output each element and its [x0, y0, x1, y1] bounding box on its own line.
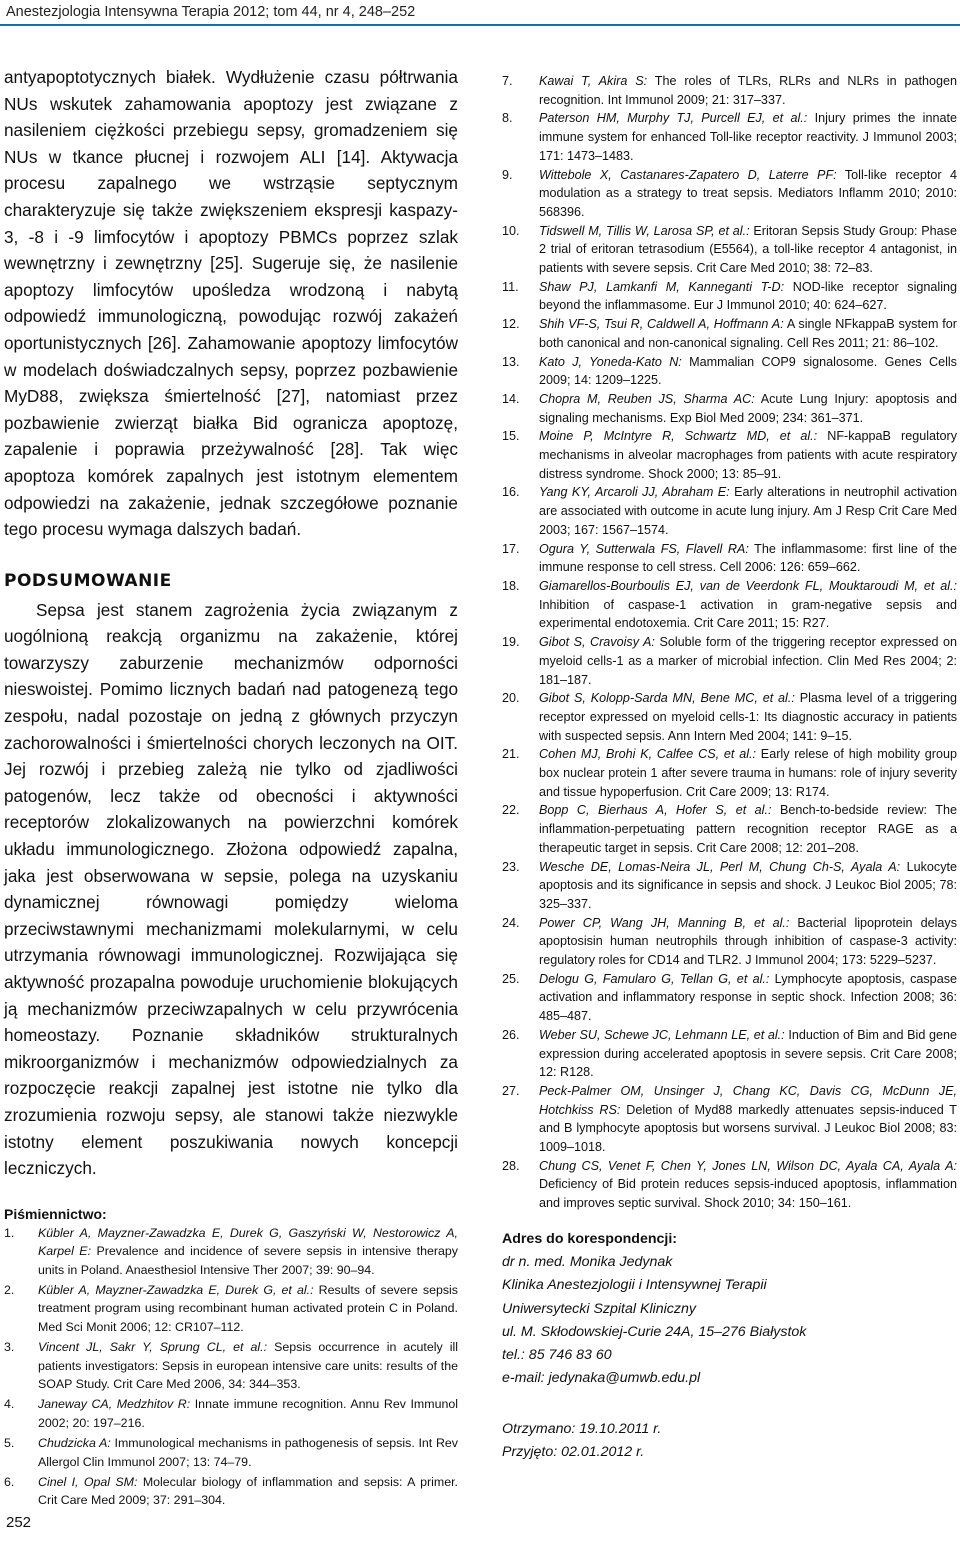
reference-number: 18.	[502, 578, 520, 593]
reference-details: Deficiency of Bid protein reduces sepsis-induced apoptosis, inflammation and improves septic survival. Shock 2010; 34: 150–161.	[539, 1177, 957, 1211]
reference-list-left	[4, 1224, 458, 1510]
reference-number: 19.	[502, 635, 520, 650]
received-date: Otrzymano: 19.10.2011 r.	[502, 1421, 662, 1437]
reference-item	[502, 970, 957, 1026]
reference-item	[4, 1395, 458, 1432]
reference-text	[539, 577, 957, 633]
correspondence-clinic: Klinika Anestezjologii i Intensywnej Terapii	[502, 1277, 767, 1294]
reference-text	[539, 427, 957, 483]
reference-authors: Cinel I, Opal SM:	[38, 1475, 138, 1490]
correspondence-label: Adres do korespondencji:	[502, 1231, 678, 1247]
reference-number: 3.	[4, 1340, 15, 1355]
reference-details: Bacterial lipoprotein delays apoptosisin human neutrophils through inhibition of caspase-3 activity: regulatory roles for CD14 and TLR2. J Immunol 2004; 173: 5229–5237.	[539, 915, 957, 968]
reference-number: 2.	[4, 1282, 15, 1297]
reference-authors: Giamarellos-Bourboulis EJ, van de Veerdonk FL, Mouktaroudi M, et al.:	[539, 578, 957, 593]
reference-item	[502, 633, 957, 689]
right-column	[502, 72, 957, 1213]
reference-authors: Weber SU, Schewe JC, Lehmann LE, et al.:	[539, 1027, 785, 1042]
reference-details: NF-kappaB regulatory mechanisms in alveolar macrophages from patients with acute respiratory distress syndrome. Shock 2000; 13: 85–91.	[539, 429, 957, 481]
reference-details: Lukocyte apoptosis and its significance in sepsis and shock. J Leukoc Biol 2005; 78: 325–337.	[539, 859, 958, 911]
reference-details: Molecular biology of inflammation and sepsis: A primer. Crit Care Med 2009; 37: 291–304.	[38, 1475, 459, 1508]
header-rule	[0, 24, 960, 26]
reference-text	[539, 353, 957, 390]
reference-details: Early alterations in neutrophil activation are associated with outcome in acute lung injury. Am J Resp Crit Care Med 2003; 167: 1567–1574.	[539, 485, 957, 537]
reference-details: Plasma level of a triggering receptor expressed on myeloid cells-1: Its diagnostic accuracy in patients with suspected sepsis. Ann Intern Med 2004; 141: 9–15.	[539, 691, 957, 743]
reference-text	[539, 166, 957, 222]
reference-number: 15.	[502, 429, 520, 444]
reference-item	[502, 801, 957, 857]
reference-details: Acute Lung Injury: apoptosis and signaling mechanisms. Exp Biol Med 2009; 234: 361–371.	[539, 391, 957, 425]
reference-details: Immunological mechanisms in pathogenesis of sepsis. Int Rev Allergol Clin Immunol 2007; 13: 74–79.	[38, 1436, 458, 1469]
reference-details: Inhibition of caspase-1 activation in gram-negative sepsis and experimental endotoxemia. Crit Care 2011; 15: R27.	[539, 597, 957, 631]
reference-number: 6.	[4, 1475, 15, 1490]
body-paragraph: antyapoptotycznych białek. Wydłużenie czasu półtrwania NUs wskutek zahamowania apoptozy jest związane z nasileniem ciężkości przebiegu sepsy, gromadzeniem się NUs w tkance płucnej i rozwojem ALI [14]. Aktywacja procesu zapalnego we wstrząsie septycznym charakteryzuje się także zwiększeniem ekspresji kaspazy-3, -8 i -9 limfocytów i apoptozy PBMCs poprzez szlak wewnętrzny i zewnętrzny [25]. Sugeruje się, że nasilenie apoptozy limfocytów upośledza wrodzoną i nabytą odpowiedź immunologiczną, powodując rozwój zakażeń oportunistycznych [26]. Zahamowanie apoptozy limfocytów w modelach doświadczalnych sepsy, poprzez pozbawienie MyD88, zwiększa śmiertelność [27], natomiast przez pozbawienie zwierząt białka Bid ogranicza apoptozę, zapalenie i poprawia przeżywalność [28]. Tak więc apoptoza komórek zapalnych jest istotnym elementem odpowiedzi na zakażenie, jednak szczegółowe poznanie tego procesu wymaga dalszych badań.	[4, 67, 458, 540]
reference-item	[502, 315, 957, 352]
reference-authors: Wittebole X, Castanares-Zapatero D, Laterre PF:	[539, 167, 837, 182]
reference-text	[38, 1338, 458, 1393]
reference-details: Early relese of high mobility group box nuclear protein 1 after severe trauma in humans: role of injury severity and tissue hypoperfusion. Crit Care 2009; 13: R174.	[539, 747, 958, 799]
reference-number: 17.	[502, 541, 520, 556]
reference-number: 16.	[502, 485, 520, 500]
reference-authors: Chudzicka A:	[38, 1436, 111, 1451]
reference-number: 7.	[502, 74, 513, 88]
reference-text	[539, 483, 957, 539]
reference-text	[38, 1395, 458, 1432]
reference-number: 8.	[502, 111, 513, 126]
reference-authors: Kübler A, Mayzner-Zawadzka E, Durek G, et al.:	[38, 1282, 314, 1297]
reference-text	[539, 970, 957, 1026]
reference-authors: Vincent JL, Sakr Y, Sprung CL, et al.:	[38, 1340, 268, 1355]
reference-item	[502, 222, 957, 278]
reference-text	[539, 278, 957, 315]
reference-number: 12.	[502, 317, 520, 332]
reference-item	[502, 353, 957, 390]
reference-text	[539, 633, 957, 689]
section-heading-summary: PODSUMOWANIE	[4, 570, 172, 591]
reference-number: 1.	[4, 1225, 15, 1240]
reference-number: 28.	[502, 1158, 520, 1173]
reference-details: Bench-to-bedside review: The inflammation-perpetuating pattern recognition receptor RAGE as a therapeutic target in sepsis. Crit Care 2008; 12: 201–208.	[539, 803, 957, 855]
reference-item	[502, 109, 957, 165]
reference-text	[539, 540, 957, 577]
reference-text	[38, 1281, 458, 1336]
correspondence-hospital: Uniwersytecki Szpital Kliniczny	[502, 1300, 696, 1317]
reference-number: 24.	[502, 915, 520, 930]
reference-number: 11.	[502, 279, 519, 294]
reference-number: 20.	[502, 691, 520, 706]
reference-item	[502, 483, 957, 539]
reference-authors: Wesche DE, Lomas-Neira JL, Perl M, Chung Ch-S, Ayala A:	[539, 859, 901, 874]
correspondence-block	[502, 1228, 957, 1390]
reference-details: Eritoran Sepsis Study Group: Phase 2 trial of eritoran tetrasodium (E5564), a toll-like receptor 4 antagonist, in patients with severe sepsis. Crit Care Med 2010; 38: 72–83.	[539, 223, 957, 276]
reference-item	[502, 858, 957, 914]
reference-authors: Kübler A, Mayzner-Zawadzka E, Durek G, Gaszyński W, Nestorowicz A, Karpel E:	[38, 1225, 458, 1259]
correspondence-phone: tel.: 85 746 83 60	[502, 1347, 612, 1364]
reference-authors: Chopra M, Reuben JS, Sharma AC:	[539, 391, 755, 406]
reference-text	[38, 1473, 458, 1510]
reference-authors: Peck-Palmer OM, Unsinger J, Chang KC, Davis CG, McDunn JE, Hotchkiss RS:	[539, 1083, 957, 1117]
reference-text	[539, 72, 957, 109]
reference-details: Lymphocyte apoptosis, caspase activation and inflammatory response in septic shock. Infection 2008; 36: 485–487.	[539, 971, 957, 1024]
reference-item	[4, 1224, 458, 1279]
reference-authors: Gibot S, Cravoisy A:	[539, 635, 655, 650]
reference-text	[539, 315, 957, 352]
correspondence-name: dr n. med. Monika Jedynak	[502, 1254, 673, 1271]
reference-item	[4, 1473, 458, 1510]
reference-details: Induction of Bim and Bid gene expression during accelerated apoptosis in severe sepsis. Crit Care 2008; 12: R128.	[539, 1027, 957, 1080]
reference-item	[4, 1281, 458, 1336]
reference-text	[539, 745, 957, 801]
accepted-date: Przyjęto: 02.01.2012 r.	[502, 1444, 645, 1461]
reference-authors: Cohen MJ, Brohi K, Calfee CS, et al.:	[539, 747, 756, 762]
reference-authors: Gibot S, Kolopp-Sarda MN, Bene MC, et al.:	[539, 691, 795, 706]
dates-block	[502, 1418, 661, 1464]
reference-text	[38, 1224, 458, 1279]
reference-number: 22.	[502, 803, 520, 818]
correspondence-email[interactable]: e-mail: jedynaka@umwb.edu.pl	[502, 1370, 701, 1387]
reference-item	[4, 1434, 458, 1471]
reference-details: A single NFkappaB system for both canonical and non-canonical signaling. Cell Res 2011; 21: 86–102.	[539, 317, 957, 350]
page-number: 252	[6, 1514, 32, 1531]
reference-item	[502, 166, 957, 222]
reference-authors: Kawai T, Akira S:	[539, 74, 648, 88]
reference-details: Soluble form of the triggering receptor expressed on myeloid cells-1 as a marker of microbial infection. Clin Med Res 2004; 2: 181–187.	[539, 635, 957, 687]
reference-number: 27.	[502, 1083, 520, 1098]
reference-number: 21.	[502, 747, 520, 762]
reference-text	[539, 914, 957, 970]
correspondence-street: ul. M. Skłodowskiej-Curie 24A, 15–276 Białystok	[502, 1323, 807, 1340]
reference-item	[502, 540, 957, 577]
reference-item	[502, 745, 957, 801]
reference-item	[502, 1026, 957, 1082]
reference-number: 14.	[502, 391, 520, 406]
reference-authors: Chung CS, Venet F, Chen Y, Jones LN, Wilson DC, Ayala CA, Ayala A:	[539, 1158, 957, 1173]
reference-item	[502, 577, 957, 633]
reference-authors: Bopp C, Bierhaus A, Hofer S, et al.:	[539, 803, 772, 818]
reference-text	[539, 390, 957, 427]
reference-number: 5.	[4, 1436, 15, 1451]
reference-authors: Ogura Y, Sutterwala FS, Flavell RA:	[539, 541, 749, 556]
reference-text	[539, 1157, 957, 1213]
reference-authors: Moine P, McIntyre R, Schwartz MD, et al.:	[539, 429, 818, 444]
reference-number: 23.	[502, 859, 520, 874]
reference-number: 26.	[502, 1027, 520, 1042]
reference-number: 25.	[502, 971, 520, 986]
reference-number: 4.	[4, 1397, 15, 1412]
reference-authors: Yang KY, Arcaroli JJ, Abraham E:	[539, 485, 730, 500]
reference-details: Sepsis occurrence in acutely ill patients investigators: Sepsis in european intensive care units: results of the SOAP Study. Crit Care Med 2006, 34: 344–353.	[38, 1340, 459, 1391]
reference-item	[502, 689, 957, 745]
reference-details: Innate immune recognition. Annu Rev Immunol 2002; 20: 197–216.	[38, 1397, 458, 1430]
reference-text	[539, 1082, 957, 1157]
reference-authors: Paterson HM, Murphy TJ, Purcell EJ, et al.:	[539, 111, 808, 126]
reference-text	[539, 858, 957, 914]
reference-item	[502, 1157, 957, 1213]
reference-details: Results of severe sepsis treatment program using recombinant human activated protein C in Poland. Med Sci Monit 2006; 12: CR107–112.	[38, 1282, 458, 1334]
reference-details: The roles of TLRs, RLRs and NLRs in pathogen recognition. Int Immunol 2009; 21: 317–337.	[539, 74, 957, 107]
reference-authors: Delogu G, Famularo G, Tellan G, et al.:	[539, 971, 770, 986]
reference-item	[502, 278, 957, 315]
reference-number: 10.	[502, 223, 520, 238]
reference-text	[539, 222, 957, 278]
reference-authors: Power CP, Wang JH, Manning B, et al.:	[539, 915, 790, 930]
running-header: Anestezjologia Intensywna Terapia 2012; tom 44, nr 4, 248–252	[6, 4, 416, 20]
reference-text	[38, 1434, 458, 1471]
reference-text	[539, 801, 957, 857]
reference-authors: Shaw PJ, Lamkanfi M, Kanneganti T-D:	[539, 279, 785, 294]
reference-details: Injury primes the innate immune system for enhanced Toll-like receptor reactivity. J Immunol 2003; 171: 1473–1483.	[539, 111, 957, 163]
reference-details: Mammalian COP9 signalosome. Genes Cells 2009; 14: 1209–1225.	[539, 354, 957, 388]
summary-paragraph: Sepsa jest stanem zagrożenia życia związanym z uogólnioną reakcją organizmu na zakażenie, której towarzyszy zaburzenie mechanizmów odporności nieswoistej. Pomimo licznych badań nad patogenezą tego zespołu, nadal pozostaje on jedną z głównych przyczyn zachorowalności i śmiertelności chorych leczonych na OIT. Jej rozwój i przebieg zależą nie tylko od zjadliwości patogenów, lecz także od obecności i aktywności receptorów zlokalizowanych na powierzchni komórek układu immunologicznego. Złożona odpowiedź zapalna, jaka jest obserwowana w sepsie, polega na uzyskaniu dynamicznej równowagi pomiędzy wieloma przeciwstawnymi mechanizmami molekularnymi, w celu utrzymania równowagi immunologicznej. Rozwijająca się aktywność prozapalna powoduje uruchomienie blokujących ją mechanizmów przeciwzapalnych w celu przywrócenia homeostazy. Poznanie składników strukturalnych mikroorganizmów i mechanizmów odpowiedzialnych za rozpoczęcie reakcji zapalnej jest istotne nie tylko dla zrozumienia rozwoju sepsy, ale stanowi także niezwykle istotny element poszukiwania nowych koncepcji leczniczych.	[4, 599, 458, 1179]
reference-details: Deletion of Myd88 markedly attenuates sepsis-induced T and B lymphocyte apoptosis but worsens survival. J Leukoc Biol 2008; 83: 1009–1018.	[539, 1102, 957, 1155]
reference-details: The inflammasome: first line of the immune response to cell stress. Cell 2006: 126: 659–662.	[539, 541, 957, 575]
reference-authors: Kato J, Yoneda-Kato N:	[539, 354, 682, 369]
reference-authors: Janeway CA, Medzhitov R:	[38, 1397, 191, 1412]
reference-number: 13.	[502, 354, 520, 369]
reference-text	[539, 689, 957, 745]
left-column	[4, 64, 458, 1512]
reference-authors: Tidswell M, Tillis W, Larosa SP, et al.:	[539, 223, 750, 238]
reference-item	[4, 1338, 458, 1393]
reference-text	[539, 109, 957, 165]
reference-authors: Shih VF-S, Tsui R, Caldwell A, Hoffmann A:	[539, 317, 784, 332]
reference-number: 9.	[502, 167, 513, 182]
reference-list-right	[502, 72, 957, 1213]
reference-text	[539, 1026, 957, 1082]
reference-details: NOD-like receptor signaling beyond the inflammasome. Eur J Immunol 2010; 40: 624–627.	[539, 279, 958, 313]
reference-item	[502, 914, 957, 970]
reference-item	[502, 390, 957, 427]
reference-item	[502, 72, 957, 109]
reference-details: Prevalence and incidence of severe sepsis in intensive therapy units in Poland. Anaesthesiol Intensive Ther 2007; 39: 90–94.	[38, 1244, 458, 1277]
reference-details: Toll-like receptor 4 modulation as a strategy to treat sepsis. Mediators Inflamm 2010; 2010: 568396.	[539, 167, 957, 219]
reference-item	[502, 1082, 957, 1157]
reference-item	[502, 427, 957, 483]
references-heading: Piśmiennictwo:	[4, 1205, 107, 1222]
